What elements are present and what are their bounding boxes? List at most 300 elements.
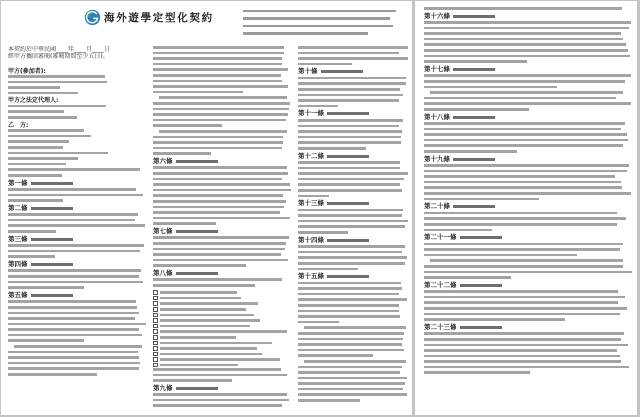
checkbox-icon [153,335,158,340]
article-number: 第十一條 [298,109,324,118]
article-body [153,236,291,267]
text-line [8,135,91,138]
text-line [298,147,366,150]
text-line [153,141,283,144]
text-line [8,244,144,247]
text-line [424,349,617,352]
text-line [424,128,621,131]
article-heading [298,110,408,117]
text-line [160,364,239,367]
column-1 [8,46,146,410]
text-line [298,161,400,164]
text-line [160,330,287,333]
text-line [298,63,352,66]
agreement-text [8,168,146,176]
text-line [159,96,287,99]
text-line [243,25,393,27]
text-line [153,194,283,197]
text-line [153,242,286,245]
article-heading [298,237,408,244]
checkbox-icon [153,301,158,306]
text-line [153,136,283,139]
text-line [298,366,402,369]
checkbox-icon [153,318,158,323]
text-line [153,222,216,225]
text-line [153,189,291,192]
article-body [424,259,632,278]
text-line [298,282,401,285]
article-body [298,245,408,270]
text-line [160,353,262,356]
text-line [8,275,139,278]
document-title: 海外遊學定型化契約 [104,12,214,24]
article-subtitle [31,207,73,210]
text-line [153,259,288,262]
article-subtitle [327,202,369,205]
article-body [8,213,146,232]
text-line [424,32,621,35]
article-heading [8,180,146,187]
text-line [8,86,60,89]
text-line [424,355,620,358]
article-body [424,243,632,257]
text-line [298,393,407,396]
text-line [153,253,281,256]
text-line [298,293,399,296]
article-subtitle [31,182,73,185]
article-body [8,244,146,258]
article-body [298,209,408,234]
text-line [424,139,628,142]
text-line [298,332,404,335]
article-body [8,188,146,202]
article-heading [424,156,632,163]
article-body [424,164,632,200]
text-line [424,133,627,136]
article-heading [424,324,632,331]
text-line [424,144,623,147]
text-line [8,213,138,216]
text-line [8,373,97,376]
text-line [8,75,105,78]
text-line [8,129,84,132]
text-line [153,236,289,239]
text-line [8,230,56,233]
guardian-details [8,105,146,119]
text-line [8,157,78,160]
text-line [8,105,106,108]
article-subtitle [453,15,495,18]
text-line [424,198,539,201]
text-line [8,317,135,320]
text-line [298,183,400,186]
article-number: 第十四條 [298,235,324,244]
text-line [8,269,141,272]
text-line [8,323,146,326]
text-line [160,325,251,328]
text-line [160,342,272,345]
text-line [153,108,289,111]
text-line [8,281,143,284]
text-line [8,224,145,227]
article-heading [424,114,632,121]
article-number: 第十九條 [424,154,450,163]
text-line [243,17,390,19]
text-line [298,310,399,313]
text-line [424,344,628,347]
text-line [298,231,348,234]
text-line [424,290,618,293]
text-line [424,122,625,125]
text-line [153,399,289,402]
checkbox-icon [153,363,158,368]
text-line [424,97,616,100]
text-line [8,339,84,342]
article-subtitle [453,116,495,119]
text-line [424,49,628,52]
checkbox-icon [153,307,158,312]
text-line [298,141,401,144]
article-heading [8,236,146,243]
article-body [298,282,408,324]
text-line [153,147,282,150]
text-line [424,296,625,299]
text-line [298,105,338,108]
text-line [424,38,623,41]
text-line [153,74,281,77]
text-line [153,124,222,127]
article-heading [153,158,291,165]
text-line [304,360,406,363]
text-line [153,404,282,407]
text-line [424,212,617,215]
column-4 [424,7,632,410]
text-line [424,164,629,167]
text-line [8,351,138,354]
text-line [153,166,287,169]
article-subtitle [327,275,369,278]
text-line [298,136,401,139]
text-line [298,99,399,102]
text-line [160,336,236,339]
text-line [298,225,405,228]
article-subtitle [176,160,218,163]
text-line [153,152,211,155]
party-b-label: 乙 方: [8,121,29,129]
revision-note [243,10,396,40]
article-subtitle [453,158,495,161]
article-number: 第二十三條 [424,322,457,331]
text-line [298,304,399,307]
text-line [8,334,142,337]
text-line [424,60,527,63]
text-line [160,291,238,294]
text-line [8,188,136,191]
text-line [153,278,282,281]
article-body [8,300,146,342]
text-line [153,211,280,214]
article-body [424,74,632,88]
text-line [298,371,400,374]
column-3 [298,46,408,410]
checkbox-icon [153,357,158,362]
article-number: 第二十一條 [424,233,457,242]
checkbox-icon [153,346,158,351]
article-body [8,269,146,288]
article-subtitle [176,230,218,233]
article-body [424,122,632,153]
text-line [424,338,621,341]
article-number: 第三條 [8,234,28,243]
text-line [298,195,329,198]
article-body [153,46,291,93]
text-line [424,86,557,89]
text-line [298,377,407,380]
article-subtitle [327,239,369,242]
article-subtitle [31,263,73,266]
text-line [430,91,623,94]
checkbox-list [153,290,291,368]
text-line [424,102,631,105]
text-line [8,168,140,171]
text-line [298,338,403,341]
text-line [298,172,408,175]
text-line [424,271,632,274]
article-number: 第十三條 [298,199,324,208]
party-b-details [8,129,146,165]
text-line [424,74,631,77]
text-line [153,217,290,220]
text-line [298,119,403,122]
article-heading [424,13,632,20]
checkbox-icon [153,313,158,318]
text-line [8,199,63,202]
text-line [153,102,290,105]
column-2 [153,46,291,410]
text-line [424,332,624,335]
text-line [424,248,620,251]
text-line [8,286,84,289]
article-subtitle [327,155,369,158]
article-body [424,21,632,63]
article-subtitle [176,272,218,275]
text-line [8,110,64,113]
text-line [298,94,403,97]
text-line [424,276,511,279]
text-line [298,130,402,133]
text-line [298,167,400,170]
text-line [298,88,400,91]
text-line [153,264,246,267]
text-line [8,194,143,197]
text-line [424,55,630,58]
text-line [424,265,623,268]
text-line [160,358,280,361]
text-line [424,223,617,226]
article-number: 第六條 [153,156,173,165]
text-line [298,315,400,318]
text-line [424,217,626,220]
text-line [298,354,373,357]
text-line [424,175,615,178]
text-line [153,85,288,88]
article-subtitle [31,294,73,297]
article-heading [424,66,632,73]
article-heading [8,205,146,212]
article-heading [298,153,408,160]
article-body [298,119,408,150]
article-number: 第十六條 [424,11,450,20]
text-line [424,313,620,316]
text-line [298,52,399,55]
text-line [424,371,530,374]
article-body [298,46,408,65]
text-line [424,301,618,304]
text-line [8,356,139,359]
text-line [424,192,631,195]
text-line [8,174,62,177]
article-number: 第十七條 [424,64,450,73]
article-body [153,368,291,382]
text-line [153,284,255,287]
checkbox-icon [153,352,158,357]
text-line [160,347,257,350]
article-heading [153,385,291,392]
text-line [424,170,627,173]
globe-logo-icon [84,9,101,26]
text-line [8,362,140,365]
article-subtitle [453,205,495,208]
text-line [8,116,77,119]
text-line [298,349,404,352]
article-heading [8,261,146,268]
text-line [8,219,135,222]
text-line [153,57,282,60]
article-heading [298,200,408,207]
text-line [424,27,629,30]
text-line [424,307,627,310]
article-number: 第二十二條 [424,280,457,289]
text-line [298,268,358,271]
text-line [298,256,407,259]
text-line [298,321,339,324]
article-number: 第二條 [8,203,28,212]
article-subtitle [327,112,369,115]
article-number: 第十八條 [424,112,450,121]
text-line [8,306,137,309]
text-line [424,80,625,83]
article-heading [8,292,146,299]
text-line [153,248,285,251]
text-line [298,125,399,128]
article-number: 第七條 [153,226,173,235]
text-line [298,245,405,248]
text-line [153,374,287,377]
text-line [8,312,139,315]
article-subtitle [460,326,502,329]
checkbox-icon [153,324,158,329]
article-body [153,96,291,127]
text-line [424,43,626,46]
text-line [298,399,360,402]
text-line [430,259,623,262]
article-subtitle [460,284,502,287]
party-a-label: 甲方(參加者): [8,67,46,75]
article-number: 第十五條 [298,272,324,281]
article-body [424,91,632,110]
text-line [8,328,139,331]
text-line [424,108,529,111]
text-line [243,10,396,12]
article-body [153,130,291,155]
text-line [153,172,288,175]
text-line [153,52,284,55]
text-line [298,262,405,265]
text-line [153,183,290,186]
article-body [424,212,632,231]
guardian-label: 甲方之法定代理人: [8,97,59,105]
text-line [153,80,282,83]
text-line [298,388,403,391]
text-line [298,189,402,192]
text-line [8,250,140,253]
article-heading [153,228,291,235]
text-line [424,21,631,24]
text-line [298,298,407,301]
party-a-details [8,75,146,94]
article-number: 第八條 [153,268,173,277]
article-subtitle [31,238,73,241]
article-number: 第九條 [153,383,173,392]
text-line [153,119,286,122]
text-line [153,91,243,94]
text-line [298,82,406,85]
checkbox-icon [153,296,158,301]
text-line [8,300,136,303]
text-line [298,287,402,290]
text-line [298,46,408,49]
text-line [8,92,78,95]
text-line [8,81,107,84]
text-line [160,314,254,317]
text-line [424,229,492,232]
article-number: 第十條 [298,67,318,76]
article-number: 第二十條 [424,202,450,211]
article-body [298,77,408,108]
text-line [153,393,287,396]
text-line [160,319,260,322]
text-line [424,243,623,246]
text-line [14,345,142,348]
text-line [304,326,406,329]
article-number: 第十二條 [298,151,324,160]
text-line [424,186,622,189]
text-line [298,382,405,385]
article-subtitle [176,387,218,390]
text-line [8,163,66,166]
text-line [424,360,621,363]
text-line [153,206,284,209]
text-line [160,308,246,311]
article-number: 第一條 [8,178,28,187]
text-line [298,251,402,254]
text-line [424,318,565,321]
review-date-line: 本契約於中華民國____年____月____日 [8,46,111,53]
text-line [160,297,242,300]
article-body [298,360,408,402]
text-line [424,366,629,369]
article-subtitle [460,236,502,239]
